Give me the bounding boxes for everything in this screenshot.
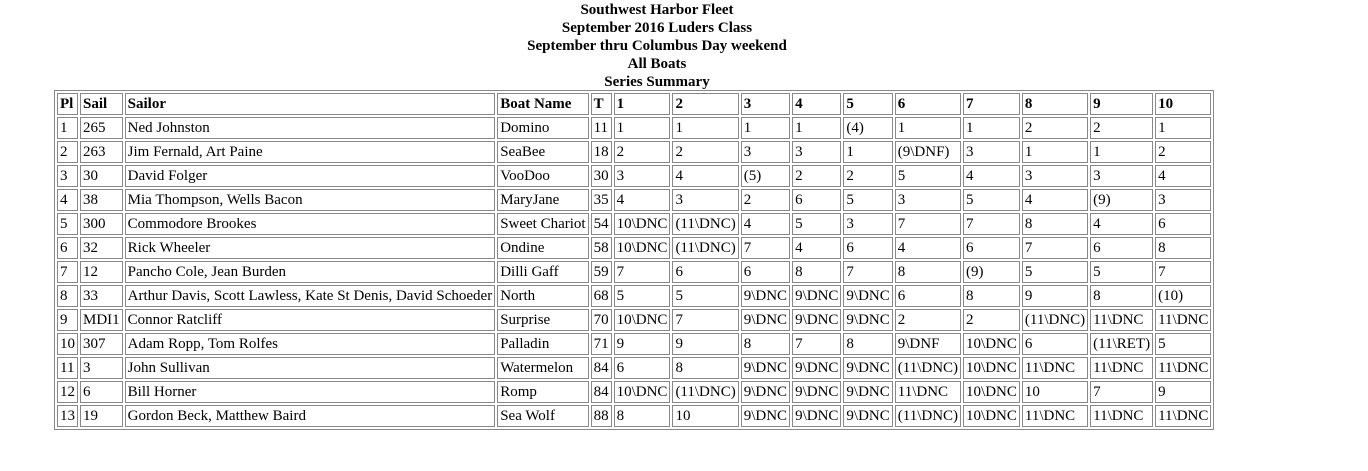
cell-race-5: 1 — [843, 141, 892, 163]
cell-boat-name: Palladin — [497, 333, 588, 355]
column-header-race-7: 7 — [963, 93, 1020, 115]
cell-race-1: 5 — [614, 285, 671, 307]
cell-boat-name: Surprise — [497, 309, 588, 331]
cell-race-9: 11\DNC — [1090, 405, 1153, 427]
cell-race-6: 9\DNF — [895, 333, 961, 355]
cell-sail: 38 — [80, 189, 123, 211]
cell-race-10: 3 — [1155, 189, 1211, 211]
cell-sail: 12 — [80, 261, 123, 283]
cell-place: 9 — [57, 309, 78, 331]
cell-race-5: 6 — [843, 237, 892, 259]
cell-race-5: 9\DNC — [843, 405, 892, 427]
cell-race-2: 2 — [672, 141, 738, 163]
cell-boat-name: SeaBee — [497, 141, 588, 163]
table-row — [57, 309, 1211, 331]
cell-race-4: 9\DNC — [792, 381, 841, 403]
cell-place: 5 — [57, 213, 78, 235]
report-header — [0, 1, 1314, 91]
cell-race-10: 4 — [1155, 165, 1211, 187]
cell-place: 2 — [57, 141, 78, 163]
cell-boat-name: Romp — [497, 381, 588, 403]
cell-boat-name: Ondine — [497, 237, 588, 259]
cell-sailor: Gordon Beck, Matthew Baird — [125, 405, 496, 427]
cell-sailor: Ned Johnston — [125, 117, 496, 139]
table-row — [57, 213, 1211, 235]
cell-sailor: Commodore Brookes — [125, 213, 496, 235]
cell-boat-name: VooDoo — [497, 165, 588, 187]
cell-race-2: (11\DNC) — [672, 237, 738, 259]
cell-sailor: Pancho Cole, Jean Burden — [125, 261, 496, 283]
table-body — [57, 117, 1211, 427]
cell-race-3: 1 — [741, 117, 790, 139]
cell-total: 18 — [591, 141, 612, 163]
cell-race-2: 1 — [672, 117, 738, 139]
cell-race-3: 9\DNC — [741, 285, 790, 307]
cell-total: 70 — [591, 309, 612, 331]
cell-place: 12 — [57, 381, 78, 403]
cell-race-2: 8 — [672, 357, 738, 379]
cell-sailor: John Sullivan — [125, 357, 496, 379]
table-row — [57, 285, 1211, 307]
table-row — [57, 357, 1211, 379]
cell-race-2: 9 — [672, 333, 738, 355]
cell-race-2: (11\DNC) — [672, 381, 738, 403]
column-header-sail: Sail — [80, 93, 123, 115]
class-title: September 2016 Luders Class — [561, 20, 753, 36]
cell-race-7: 7 — [963, 213, 1020, 235]
cell-race-1: 4 — [614, 189, 671, 211]
cell-total: 88 — [591, 405, 612, 427]
cell-race-3: 7 — [741, 237, 790, 259]
table-row — [57, 381, 1211, 403]
cell-race-4: 3 — [792, 141, 841, 163]
cell-race-5: 9\DNC — [843, 285, 892, 307]
cell-race-3: 9\DNC — [741, 357, 790, 379]
cell-race-3: 6 — [741, 261, 790, 283]
table-row — [57, 261, 1211, 283]
column-header-total: T — [591, 93, 612, 115]
cell-sail: 300 — [80, 213, 123, 235]
cell-race-3: 8 — [741, 333, 790, 355]
fleet-title: Southwest Harbor Fleet — [580, 2, 734, 18]
cell-race-7: 2 — [963, 309, 1020, 331]
cell-race-9: 2 — [1090, 117, 1153, 139]
cell-race-8: 6 — [1022, 333, 1088, 355]
cell-race-1: 6 — [614, 357, 671, 379]
cell-sailor: Arthur Davis, Scott Lawless, Kate St Denis, David Schoeder — [125, 285, 496, 307]
cell-race-2: 10 — [672, 405, 738, 427]
cell-race-1: 2 — [614, 141, 671, 163]
cell-sail: 265 — [80, 117, 123, 139]
cell-race-3: (5) — [741, 165, 790, 187]
cell-race-1: 10\DNC — [614, 309, 671, 331]
cell-race-4: 9\DNC — [792, 309, 841, 331]
table-row — [57, 165, 1211, 187]
cell-race-8: 2 — [1022, 117, 1088, 139]
cell-race-2: 7 — [672, 309, 738, 331]
cell-race-9: (11\RET) — [1090, 333, 1153, 355]
cell-sailor: Jim Fernald, Art Paine — [125, 141, 496, 163]
cell-race-6: 2 — [895, 309, 961, 331]
cell-race-10: 11\DNC — [1155, 309, 1211, 331]
cell-race-10: (10) — [1155, 285, 1211, 307]
boat-filter: All Boats — [627, 56, 687, 72]
cell-sailor: Rick Wheeler — [125, 237, 496, 259]
table-header-row — [57, 93, 1211, 115]
cell-race-1: 3 — [614, 165, 671, 187]
cell-place: 8 — [57, 285, 78, 307]
cell-sail: 19 — [80, 405, 123, 427]
cell-place: 4 — [57, 189, 78, 211]
column-header-boat-name: Boat Name — [497, 93, 588, 115]
cell-boat-name: Sea Wolf — [497, 405, 588, 427]
table-row — [57, 333, 1211, 355]
cell-race-4: 5 — [792, 213, 841, 235]
cell-race-6: 8 — [895, 261, 961, 283]
table-row — [57, 405, 1211, 427]
cell-boat-name: Dilli Gaff — [497, 261, 588, 283]
cell-total: 84 — [591, 381, 612, 403]
cell-sail: 263 — [80, 141, 123, 163]
cell-boat-name: MaryJane — [497, 189, 588, 211]
cell-total: 68 — [591, 285, 612, 307]
cell-race-10: 1 — [1155, 117, 1211, 139]
cell-race-5: 9\DNC — [843, 381, 892, 403]
cell-place: 1 — [57, 117, 78, 139]
table-row — [57, 189, 1211, 211]
column-header-sailor: Sailor — [125, 93, 496, 115]
table-row — [57, 117, 1211, 139]
cell-total: 30 — [591, 165, 612, 187]
cell-total: 11 — [591, 117, 612, 139]
cell-race-10: 9 — [1155, 381, 1211, 403]
column-header-race-10: 10 — [1155, 93, 1211, 115]
cell-total: 84 — [591, 357, 612, 379]
cell-total: 58 — [591, 237, 612, 259]
cell-place: 13 — [57, 405, 78, 427]
cell-sail: 6 — [80, 381, 123, 403]
cell-race-4: 1 — [792, 117, 841, 139]
cell-race-9: (9) — [1090, 189, 1153, 211]
cell-race-8: 1 — [1022, 141, 1088, 163]
cell-race-3: 2 — [741, 189, 790, 211]
cell-race-5: 2 — [843, 165, 892, 187]
cell-boat-name: Domino — [497, 117, 588, 139]
cell-race-8: 10 — [1022, 381, 1088, 403]
cell-race-10: 6 — [1155, 213, 1211, 235]
cell-race-7: 10\DNC — [963, 405, 1020, 427]
column-header-race-3: 3 — [741, 93, 790, 115]
cell-race-3: 4 — [741, 213, 790, 235]
cell-race-8: 7 — [1022, 237, 1088, 259]
cell-race-4: 7 — [792, 333, 841, 355]
cell-race-10: 11\DNC — [1155, 357, 1211, 379]
cell-race-9: 3 — [1090, 165, 1153, 187]
summary-title: Series Summary — [604, 74, 710, 90]
cell-boat-name: North — [497, 285, 588, 307]
cell-race-6: 4 — [895, 237, 961, 259]
date-range: September thru Columbus Day weekend — [527, 38, 787, 54]
cell-race-4: 9\DNC — [792, 285, 841, 307]
cell-place: 3 — [57, 165, 78, 187]
cell-race-3: 9\DNC — [741, 309, 790, 331]
cell-race-7: 10\DNC — [963, 357, 1020, 379]
cell-total: 71 — [591, 333, 612, 355]
cell-race-5: 8 — [843, 333, 892, 355]
cell-race-10: 2 — [1155, 141, 1211, 163]
cell-race-9: 7 — [1090, 381, 1153, 403]
cell-place: 11 — [57, 357, 78, 379]
column-header-race-9: 9 — [1090, 93, 1153, 115]
cell-race-10: 5 — [1155, 333, 1211, 355]
cell-race-1: 10\DNC — [614, 237, 671, 259]
cell-race-3: 3 — [741, 141, 790, 163]
cell-race-6: 5 — [895, 165, 961, 187]
table-row — [57, 141, 1211, 163]
cell-race-8: 11\DNC — [1022, 357, 1088, 379]
column-header-race-6: 6 — [895, 93, 961, 115]
cell-race-9: 11\DNC — [1090, 309, 1153, 331]
cell-race-8: 5 — [1022, 261, 1088, 283]
column-header-race-8: 8 — [1022, 93, 1088, 115]
cell-boat-name: Watermelon — [497, 357, 588, 379]
cell-sail: MDI1 — [80, 309, 123, 331]
cell-race-10: 7 — [1155, 261, 1211, 283]
cell-sail: 32 — [80, 237, 123, 259]
cell-race-8: 4 — [1022, 189, 1088, 211]
cell-race-10: 8 — [1155, 237, 1211, 259]
table-row — [57, 237, 1211, 259]
cell-race-10: 11\DNC — [1155, 405, 1211, 427]
cell-race-7: 6 — [963, 237, 1020, 259]
cell-race-4: 6 — [792, 189, 841, 211]
cell-race-4: 2 — [792, 165, 841, 187]
cell-race-6: (11\DNC) — [895, 357, 961, 379]
cell-race-9: 4 — [1090, 213, 1153, 235]
cell-sail: 33 — [80, 285, 123, 307]
cell-race-6: 11\DNC — [895, 381, 961, 403]
cell-race-7: 10\DNC — [963, 333, 1020, 355]
cell-race-3: 9\DNC — [741, 405, 790, 427]
cell-race-7: 3 — [963, 141, 1020, 163]
cell-race-6: 7 — [895, 213, 961, 235]
cell-race-9: 5 — [1090, 261, 1153, 283]
cell-race-7: 8 — [963, 285, 1020, 307]
cell-sail: 3 — [80, 357, 123, 379]
cell-race-7: 1 — [963, 117, 1020, 139]
cell-place: 6 — [57, 237, 78, 259]
cell-race-1: 10\DNC — [614, 381, 671, 403]
cell-race-4: 9\DNC — [792, 405, 841, 427]
cell-race-5: 5 — [843, 189, 892, 211]
cell-race-8: 3 — [1022, 165, 1088, 187]
cell-sail: 30 — [80, 165, 123, 187]
cell-sailor: Bill Horner — [125, 381, 496, 403]
cell-race-9: 6 — [1090, 237, 1153, 259]
cell-total: 59 — [591, 261, 612, 283]
cell-race-6: 1 — [895, 117, 961, 139]
cell-race-8: (11\DNC) — [1022, 309, 1088, 331]
cell-race-1: 8 — [614, 405, 671, 427]
cell-race-9: 1 — [1090, 141, 1153, 163]
cell-total: 35 — [591, 189, 612, 211]
cell-race-5: 9\DNC — [843, 357, 892, 379]
cell-race-8: 8 — [1022, 213, 1088, 235]
cell-race-2: 4 — [672, 165, 738, 187]
cell-race-5: (4) — [843, 117, 892, 139]
cell-race-1: 1 — [614, 117, 671, 139]
cell-race-6: (9\DNF) — [895, 141, 961, 163]
cell-race-7: 5 — [963, 189, 1020, 211]
cell-race-5: 9\DNC — [843, 309, 892, 331]
cell-boat-name: Sweet Chariot — [497, 213, 588, 235]
cell-race-6: 3 — [895, 189, 961, 211]
cell-total: 54 — [591, 213, 612, 235]
cell-race-1: 9 — [614, 333, 671, 355]
cell-race-2: 5 — [672, 285, 738, 307]
cell-race-6: (11\DNC) — [895, 405, 961, 427]
cell-sailor: Connor Ratcliff — [125, 309, 496, 331]
cell-place: 7 — [57, 261, 78, 283]
column-header-race-5: 5 — [843, 93, 892, 115]
cell-race-8: 9 — [1022, 285, 1088, 307]
cell-race-4: 8 — [792, 261, 841, 283]
cell-race-7: 10\DNC — [963, 381, 1020, 403]
cell-race-4: 9\DNC — [792, 357, 841, 379]
cell-race-3: 9\DNC — [741, 381, 790, 403]
cell-race-2: 3 — [672, 189, 738, 211]
cell-race-2: 6 — [672, 261, 738, 283]
cell-sailor: Adam Ropp, Tom Rolfes — [125, 333, 496, 355]
cell-race-4: 4 — [792, 237, 841, 259]
results-table — [54, 90, 1214, 430]
cell-race-9: 8 — [1090, 285, 1153, 307]
cell-race-5: 3 — [843, 213, 892, 235]
column-header-race-4: 4 — [792, 93, 841, 115]
cell-place: 10 — [57, 333, 78, 355]
column-header-race-2: 2 — [672, 93, 738, 115]
column-header-place: Pl — [57, 93, 78, 115]
cell-race-9: 11\DNC — [1090, 357, 1153, 379]
cell-race-5: 7 — [843, 261, 892, 283]
cell-sailor: Mia Thompson, Wells Bacon — [125, 189, 496, 211]
cell-sail: 307 — [80, 333, 123, 355]
cell-race-8: 11\DNC — [1022, 405, 1088, 427]
cell-race-2: (11\DNC) — [672, 213, 738, 235]
cell-sailor: David Folger — [125, 165, 496, 187]
cell-race-1: 7 — [614, 261, 671, 283]
cell-race-7: (9) — [963, 261, 1020, 283]
column-header-race-1: 1 — [614, 93, 671, 115]
cell-race-6: 6 — [895, 285, 961, 307]
cell-race-7: 4 — [963, 165, 1020, 187]
cell-race-1: 10\DNC — [614, 213, 671, 235]
